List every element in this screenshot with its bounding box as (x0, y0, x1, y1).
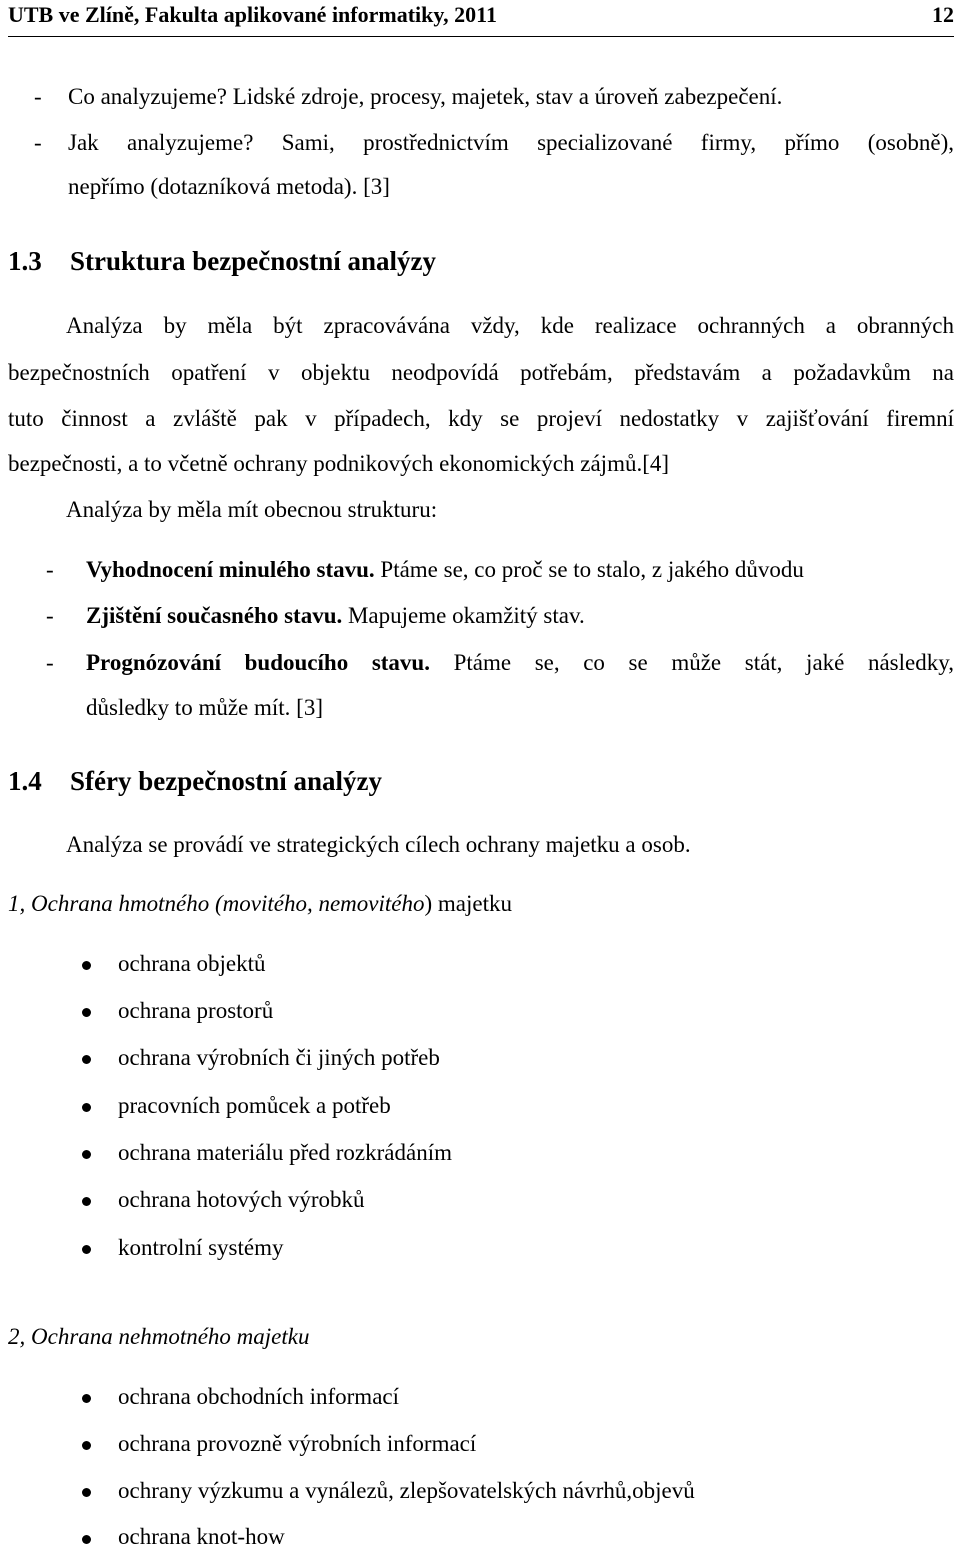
dash-marker: - (34, 84, 42, 109)
list-item: ochrana knot-how (118, 1524, 285, 1549)
paragraph-line: bezpečnosti, a to včetně ochrany podnikových ekonomických zájmů.[4] (8, 451, 670, 476)
dash-marker: - (46, 557, 54, 582)
list-item: kontrolní systémy (118, 1235, 284, 1260)
bullet-icon (82, 961, 91, 970)
section-number: 1.4 (8, 766, 42, 796)
bullet-icon (82, 1441, 91, 1450)
structure-item: Vyhodnocení minulého stavu. Ptáme se, co proč se to stalo, z jakého důvodu (86, 557, 804, 582)
bullet-icon (82, 1394, 91, 1403)
dash-marker: - (46, 603, 54, 628)
list-item-continued: nepřímo (dotazníková metoda). [3] (68, 174, 390, 199)
structure-intro: Analýza by měla mít obecnou strukturu: (66, 497, 438, 522)
list-item: ochrana materiálu před rozkrádáním (118, 1140, 452, 1165)
bullet-icon (82, 1535, 91, 1544)
bullet-icon (82, 1197, 91, 1206)
section-heading-1-4 (8, 766, 382, 797)
list-item: ochrana prostorů (118, 998, 274, 1023)
structure-item: Zjištění současného stavu. Mapujeme okamžitý stav. (86, 603, 585, 628)
bullet-icon (82, 1488, 91, 1497)
dash-marker: - (46, 650, 54, 675)
structure-item: Prognózování budoucího stavu. Ptáme se, co se může stát, jaké následky, (86, 650, 954, 675)
list-item: ochrana obchodních informací (118, 1384, 399, 1409)
section-intro: Analýza se provádí ve strategických cílech ochrany majetku a osob. (66, 832, 691, 857)
list-item: Jak analyzujeme? Sami, prostřednictvím specializované firmy, přímo (osobně), (68, 130, 954, 155)
list-item: pracovních pomůcek a potřeb (118, 1093, 391, 1118)
list-item: ochrana objektů (118, 951, 266, 976)
bullet-icon (82, 1103, 91, 1112)
header-title: UTB ve Zlíně, Fakulta aplikované informatiky, 2011 (8, 2, 497, 27)
bullet-icon (82, 1008, 91, 1017)
page-number: 12 (932, 2, 954, 27)
paragraph-line: bezpečnostních opatření v objektu neodpovídá potřebám, představám a požadavkům na (8, 360, 954, 385)
list-item: Co analyzujeme? Lidské zdroje, procesy, majetek, stav a úroveň zabezpečení. (68, 84, 783, 109)
section-number: 1.3 (8, 246, 42, 276)
list-item: ochrana výrobních či jiných potřeb (118, 1045, 440, 1070)
dash-marker: - (34, 130, 42, 155)
structure-item-continued: důsledky to může mít. [3] (86, 695, 323, 720)
section-title: Struktura bezpečnostní analýzy (70, 246, 437, 276)
group-title-1: 1, Ochrana hmotného (movitého, nemovitého) majetku (8, 891, 512, 916)
bullet-icon (82, 1150, 91, 1159)
page-header (8, 0, 954, 37)
group-title-2: 2, Ochrana nehmotného majetku (8, 1324, 310, 1349)
bullet-icon (82, 1055, 91, 1064)
paragraph-line: tuto činnost a zvláště pak v případech, kdy se projeví nedostatky v zajišťování firemní (8, 406, 954, 431)
list-item: ochrana hotových výrobků (118, 1187, 365, 1212)
paragraph-line: Analýza by měla být zpracovávána vždy, kde realizace ochranných a obranných (66, 313, 954, 338)
list-item: ochrana provozně výrobních informací (118, 1431, 477, 1456)
section-title: Sféry bezpečnostní analýzy (70, 766, 382, 796)
bullet-icon (82, 1245, 91, 1254)
list-item: ochrany výzkumu a vynálezů, zlepšovatelských návrhů,objevů (118, 1478, 695, 1503)
section-heading-1-3 (8, 246, 436, 277)
